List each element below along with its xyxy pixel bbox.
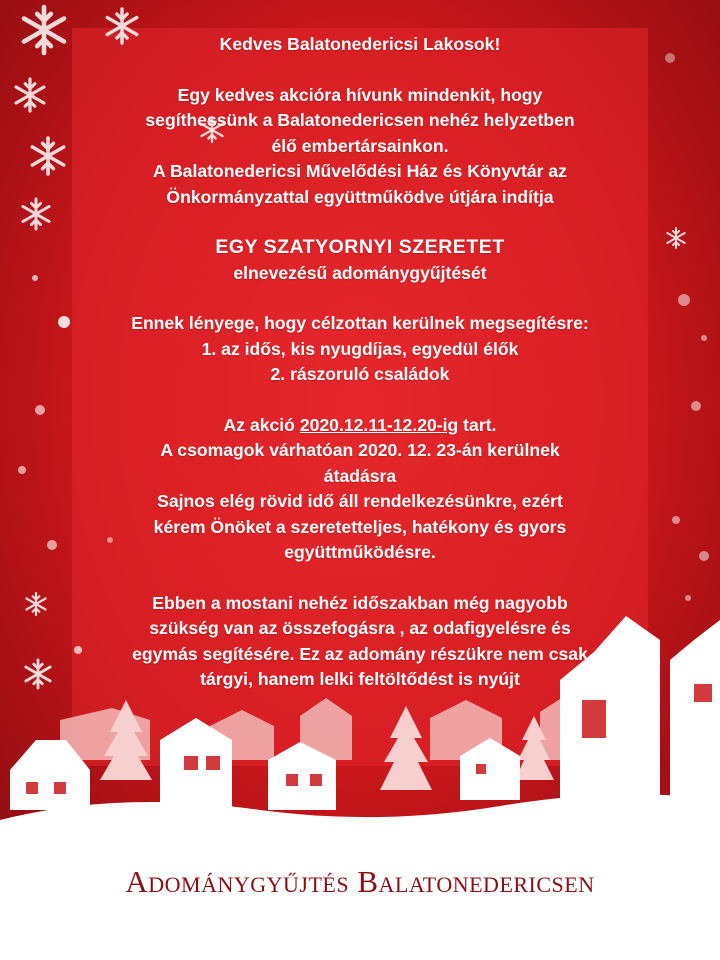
- intro-line: Önkormányzattal együttműködve útjára indítja: [166, 186, 554, 207]
- letter-text: [72, 28, 648, 693]
- request-line: kérem Önöket a szeretetteljes, hatékony és gyors: [153, 516, 567, 537]
- period-suffix: tart.: [458, 414, 497, 435]
- campaign-suffix: elnevezésű adománygyűjtését: [233, 262, 487, 283]
- intro-line: élő embertársainkon.: [271, 135, 449, 156]
- delivery-line: A csomagok várhatóan 2020. 12. 23-án kerülnek: [160, 440, 560, 460]
- closing-line: szükség van az összefogásra , az odafigyelésre és: [149, 618, 571, 638]
- delivery-line: átadásra: [323, 465, 397, 486]
- intro-line: A Balatonedericsi Művelődési Ház és Könyvtár az: [153, 161, 567, 181]
- closing-line: egymás segítésére. Ez az adomány részükre nem csak: [132, 643, 588, 664]
- greeting: Kedves Balatonedericsi Lakosok!: [219, 34, 501, 54]
- footer-title: Adománygyűjtés Balatonedericsen: [125, 864, 595, 899]
- intro-line: segíthessünk a Balatonedericsen nehéz helyzetben: [145, 110, 575, 130]
- closing-line: Ebben a mostani nehéz időszakban még nagyobb: [152, 592, 568, 613]
- purpose-line: 2. rászoruló családok: [270, 364, 450, 384]
- campaign-name: EGY SZATYORNYI SZERETET: [215, 236, 505, 258]
- closing-line: tárgyi, hanem lelki feltöltődést is nyújt: [200, 669, 520, 689]
- period-line: [72, 413, 648, 439]
- period-dates: 2020.12.11-12.20-ig: [299, 414, 459, 435]
- period-prefix: Az akció: [223, 414, 300, 435]
- intro-line: Egy kedves akcióra hívunk mindenkit, hogy: [177, 84, 543, 105]
- purpose-line: Ennek lényege, hogy célzottan kerülnek megsegítésre:: [131, 313, 589, 333]
- request-line: Sajnos elég rövid idő áll rendelkezésünkre, ezért: [157, 491, 563, 511]
- purpose-line: 1. az idős, kis nyugdíjas, egyedül élők: [201, 338, 519, 359]
- request-line: együttműködésre.: [284, 542, 436, 562]
